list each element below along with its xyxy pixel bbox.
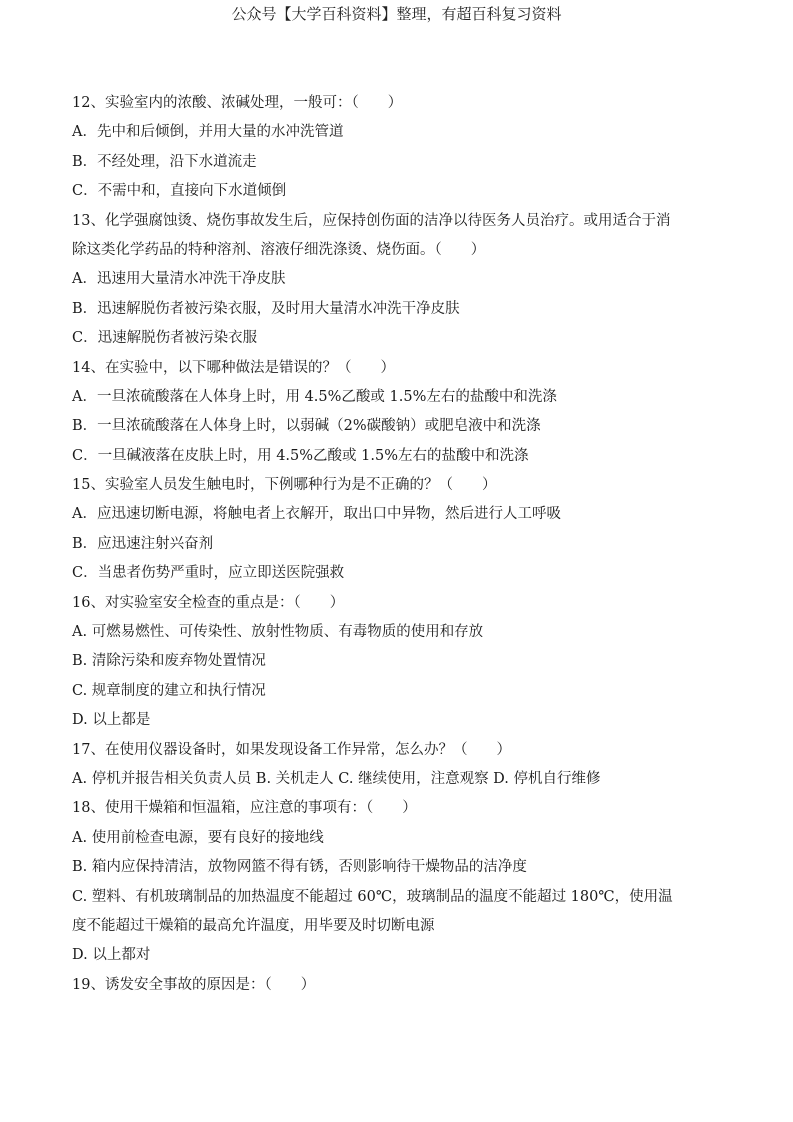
- question-16: 16、对实验室安全检查的重点是：（ ）: [72, 594, 345, 611]
- option-12-a: A．先中和后倾倒，并用大量的水冲洗管道: [72, 124, 344, 141]
- option-15-b: B．应迅速注射兴奋剂: [72, 535, 214, 552]
- question-13-line-1: 13、化学强腐蚀烫、烧伤事故发生后，应保持创伤面的洁净以待医务人员治疗。或用适合于消: [72, 212, 671, 229]
- option-14-c: C．一旦碱液落在皮肤上时，用 4.5%乙酸或 1.5%左右的盐酸中和洗涤: [72, 447, 529, 464]
- option-18-c-line-2: 度不能超过干燥箱的最高允许温度，用毕要及时切断电源: [72, 917, 435, 934]
- question-17: 17、在使用仪器设备时，如果发现设备工作异常，怎么办？（ ）: [72, 741, 511, 758]
- option-12-c: C．不需中和，直接向下水道倾倒: [72, 183, 287, 200]
- option-13-c: C．迅速解脱伤者被污染衣服: [72, 330, 258, 347]
- option-15-a: A．应迅速切断电源，将触电者上衣解开，取出口中异物，然后进行人工呼吸: [72, 506, 561, 523]
- option-16-a: A. 可燃易燃性、可传染性、放射性物质、有毒物质的使用和存放: [72, 624, 484, 641]
- option-18-d: D. 以上都对: [72, 947, 151, 964]
- option-14-b: B．一旦浓硫酸落在人体身上时，以弱碱（2%碳酸钠）或肥皂液中和洗涤: [72, 418, 541, 435]
- question-18: 18、使用干燥箱和恒温箱，应注意的事项有：（ ）: [72, 800, 417, 817]
- option-15-c: C．当患者伤势严重时，应立即送医院强救: [72, 565, 345, 582]
- option-14-a: A．一旦浓硫酸落在人体身上时，用 4.5%乙酸或 1.5%左右的盐酸中和洗涤: [72, 388, 557, 405]
- question-15: 15、实验室人员发生触电时，下例哪种行为是不正确的？（ ）: [72, 477, 497, 494]
- option-13-b: B．迅速解脱伤者被污染衣服，及时用大量清水冲洗干净皮肤: [72, 300, 460, 317]
- options-17: A. 停机并报告相关负责人员 B. 关机走人 C. 继续使用，注意观察 D. 停机自行维修: [72, 770, 601, 787]
- question-12: 12、实验室内的浓酸、浓碱处理，一般可：（ ）: [72, 95, 403, 111]
- document-body: [72, 89, 732, 1000]
- option-18-b: B. 箱内应保持清洁，放物网篮不得有锈，否则影响待干燥物品的洁净度: [72, 859, 527, 876]
- question-13-line-2: 除这类化学药品的特种溶剂、溶液仔细洗涤烫、烧伤面。（ ）: [72, 241, 486, 258]
- option-13-a: A．迅速用大量清水冲洗干净皮肤: [72, 271, 286, 288]
- option-12-b: B．不经处理，沿下水道流走: [72, 153, 257, 170]
- option-16-b: B. 清除污染和废弃物处置情况: [72, 653, 266, 670]
- option-16-d: D. 以上都是: [72, 712, 151, 729]
- page-header: 公众号【大学百科资料】整理，有超百科复习资料: [231, 5, 562, 23]
- option-16-c: C. 规章制度的建立和执行情况: [72, 682, 266, 699]
- option-18-c-line-1: C. 塑料、有机玻璃制品的加热温度不能超过 60℃，玻璃制品的温度不能超过 180℃，使用温: [72, 888, 673, 905]
- option-18-a: A. 使用前检查电源，要有良好的接地线: [72, 829, 324, 846]
- question-19: 19、诱发安全事故的原因是：（ ）: [72, 976, 316, 993]
- question-14: 14、在实验中，以下哪种做法是错误的？（ ）: [72, 359, 395, 376]
